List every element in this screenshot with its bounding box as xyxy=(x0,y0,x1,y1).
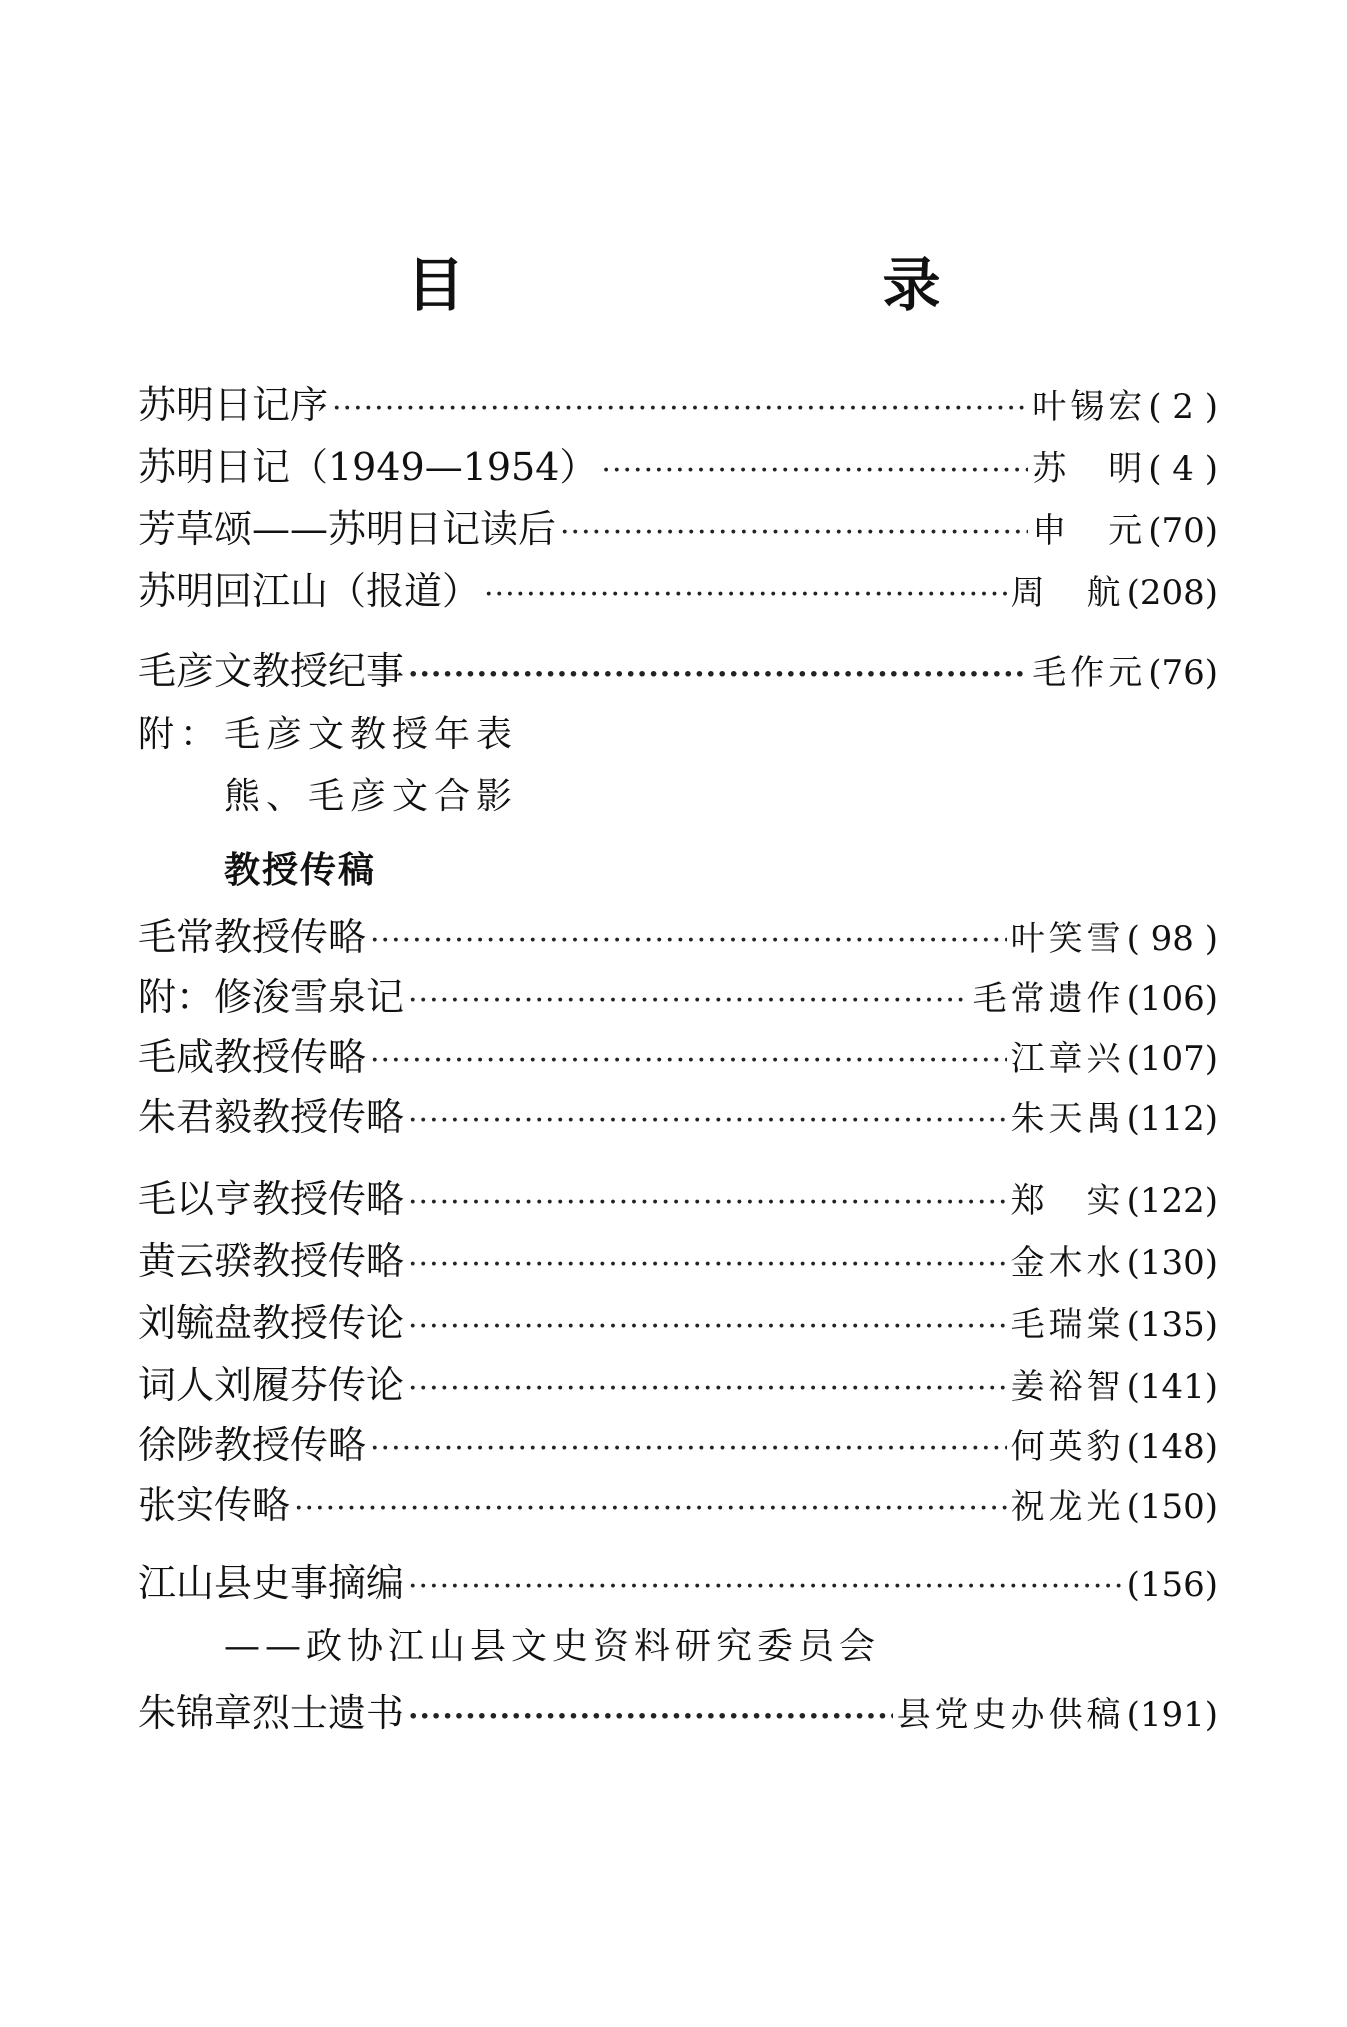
dot-leader xyxy=(408,983,969,1018)
entry-page: (130) xyxy=(1126,1243,1218,1283)
entry-page: (106) xyxy=(1126,979,1218,1019)
toc-entry xyxy=(138,1168,1218,1224)
dot-leader xyxy=(560,515,1028,550)
toc-entry xyxy=(138,1552,1218,1608)
toc-entry xyxy=(138,1414,1218,1470)
page-title: 目 录 xyxy=(406,251,1121,319)
toc-entry xyxy=(138,374,1218,430)
entry-page: (135) xyxy=(1126,1305,1218,1345)
entry-author: 叶锡宏 xyxy=(1032,387,1147,427)
entry-title: 苏明日记序 xyxy=(138,383,329,427)
entry-title: 苏明日记（1949—1954） xyxy=(138,445,598,489)
entry-author: 祝龙光 xyxy=(1010,1487,1125,1527)
entry-author: 朱天禺 xyxy=(1010,1099,1125,1139)
entry-title: 张实传略 xyxy=(138,1483,291,1527)
dot-leader xyxy=(484,577,1007,612)
toc-entry xyxy=(138,640,1218,696)
entry-author: 毛瑞棠 xyxy=(1010,1305,1125,1345)
entry-page: (112) xyxy=(1126,1099,1218,1139)
entry-title: 毛咸教授传略 xyxy=(138,1035,367,1079)
entry-source: ——政协江山县文史资料研究委员会 xyxy=(224,1626,881,1667)
entry-page: (70) xyxy=(1148,511,1218,551)
toc-entry xyxy=(138,1682,1218,1738)
entry-title: 黄云骙教授传略 xyxy=(138,1239,405,1283)
entry-author: 县党史办供稿 xyxy=(896,1695,1125,1735)
dot-leader xyxy=(408,1185,1007,1220)
entry-author: 周 航 xyxy=(1010,573,1125,613)
entry-page: (76) xyxy=(1148,653,1218,693)
entry-title: 朱锦章烈士遗书 xyxy=(138,1691,405,1735)
dot-leader xyxy=(408,657,1028,692)
toc-entry xyxy=(138,1026,1218,1082)
toc-entry xyxy=(138,1230,1218,1286)
toc-entry xyxy=(138,498,1218,554)
dot-leader xyxy=(332,391,1028,426)
dot-leader xyxy=(370,1431,1007,1466)
entry-author: 毛常遗作 xyxy=(972,979,1125,1019)
entry-page: (191) xyxy=(1126,1695,1218,1735)
dot-leader xyxy=(408,1309,1007,1344)
dot-leader xyxy=(408,1247,1007,1282)
toc-entry xyxy=(138,1474,1218,1530)
entry-title: 徐陟教授传略 xyxy=(138,1423,367,1467)
dot-leader xyxy=(601,453,1028,488)
entry-title: 芳草颂——苏明日记读后 xyxy=(138,507,557,551)
entry-page: ( 4 ) xyxy=(1148,449,1218,489)
dot-leader xyxy=(294,1491,1007,1526)
toc-entry xyxy=(138,906,1218,962)
entry-title: 苏明回江山（报道） xyxy=(138,569,481,613)
toc-entry xyxy=(138,1086,1218,1142)
entry-author: 江章兴 xyxy=(1010,1039,1125,1079)
entry-title: 附：修浚雪泉记 xyxy=(138,975,405,1019)
dot-leader xyxy=(370,923,1007,958)
entry-page: (208) xyxy=(1126,573,1218,613)
entry-page: (148) xyxy=(1126,1427,1218,1467)
entry-title: 毛常教授传略 xyxy=(138,915,367,959)
dot-leader xyxy=(408,1569,1121,1604)
entry-page: (107) xyxy=(1126,1039,1218,1079)
entry-title: 毛彦文教授纪事 xyxy=(138,649,405,693)
entry-title: 毛以亨教授传略 xyxy=(138,1177,405,1221)
dot-leader xyxy=(408,1371,1007,1406)
entry-author: 叶笑雪 xyxy=(1010,919,1125,959)
appendix-label: 附： xyxy=(138,714,223,755)
dot-leader xyxy=(408,1103,1007,1138)
entry-author: 郑 实 xyxy=(1010,1181,1125,1221)
entry-page: (141) xyxy=(1126,1367,1218,1407)
entry-author: 金木水 xyxy=(1010,1243,1125,1283)
entry-page: (156) xyxy=(1126,1565,1218,1605)
entry-author: 申 元 xyxy=(1032,511,1147,551)
entry-author: 苏 明 xyxy=(1032,449,1147,489)
dot-leader xyxy=(408,1699,893,1734)
section-heading: 教授传稿 xyxy=(224,850,377,891)
dot-leader xyxy=(370,1043,1007,1078)
entry-page: (122) xyxy=(1126,1181,1218,1221)
entry-title: 朱君毅教授传略 xyxy=(138,1095,405,1139)
appendix-item: 熊、毛彦文合影 xyxy=(224,776,519,817)
entry-page: (150) xyxy=(1126,1487,1218,1527)
entry-author: 何英豹 xyxy=(1010,1427,1125,1467)
appendix-item: 毛彦文教授年表 xyxy=(224,714,519,755)
toc-entry xyxy=(138,1354,1218,1410)
toc-entry xyxy=(138,966,1218,1022)
entry-title: 江山县史事摘编 xyxy=(138,1561,405,1605)
entry-page: ( 98 ) xyxy=(1126,919,1218,959)
toc-entry xyxy=(138,1292,1218,1348)
toc-entry xyxy=(138,560,1218,616)
entry-author: 姜裕智 xyxy=(1010,1367,1125,1407)
entry-title: 词人刘履芬传论 xyxy=(138,1363,405,1407)
entry-title: 刘毓盘教授传论 xyxy=(138,1301,405,1345)
toc-entry xyxy=(138,436,1218,492)
entry-page: ( 2 ) xyxy=(1148,387,1218,427)
entry-author: 毛作元 xyxy=(1032,653,1147,693)
